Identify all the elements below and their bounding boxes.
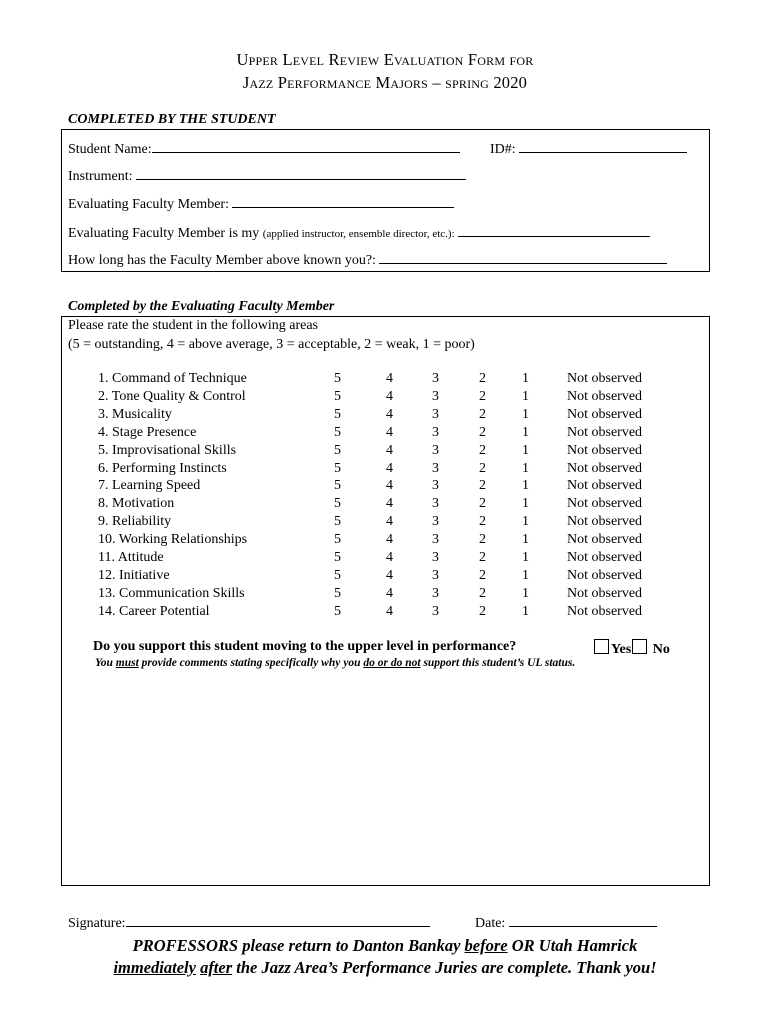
criterion-row: [98, 371, 770, 389]
rating-option-2[interactable]: 2: [479, 603, 486, 619]
rating-option-2[interactable]: 2: [479, 424, 486, 440]
rating-option-2[interactable]: 2: [479, 550, 486, 565]
rating-option-5[interactable]: 5: [334, 532, 341, 548]
rating-option-4[interactable]: 4: [386, 460, 393, 476]
rating-option-4[interactable]: 4: [386, 442, 393, 458]
relation-hint: (applied instructor, ensemble director, etc.):: [262, 228, 455, 240]
rating-option-4[interactable]: 4: [386, 388, 393, 404]
rating-option-2[interactable]: 2: [479, 585, 486, 601]
rating-option-3[interactable]: 3: [432, 424, 439, 440]
rating-option-3[interactable]: 3: [432, 406, 439, 422]
footer-text: the Jazz Area’s Performance Juries are complete. Thank you!: [236, 958, 657, 977]
not-observed-option[interactable]: Not observed: [567, 460, 643, 476]
note-text: provide comments stating specifically why you: [141, 657, 361, 669]
faculty-section-box: [61, 316, 710, 886]
rating-option-3[interactable]: 3: [432, 496, 439, 512]
rating-option-2[interactable]: 2: [479, 496, 486, 512]
rating-option-5[interactable]: 5: [334, 424, 341, 440]
rating-option-2[interactable]: 2: [479, 514, 486, 530]
rating-option-5[interactable]: 5: [334, 603, 341, 619]
rating-option-2[interactable]: 2: [479, 567, 486, 583]
student-section-box: [61, 129, 710, 272]
not-observed-option[interactable]: Not observed: [567, 442, 643, 458]
criterion-row: [98, 568, 770, 586]
not-observed-option[interactable]: Not observed: [567, 514, 643, 530]
known-field[interactable]: [379, 249, 667, 264]
criterion-label: 7. Learning Speed: [98, 478, 201, 494]
relation-field[interactable]: [458, 222, 650, 237]
note-text: You: [95, 657, 113, 669]
instrument-label: Instrument:: [68, 169, 133, 184]
rating-option-3[interactable]: 3: [432, 388, 439, 404]
rating-scale: (5 = outstanding, 4 = above average, 3 = acceptable, 2 = weak, 1 = poor): [68, 337, 475, 352]
criterion-row: [98, 496, 770, 514]
rating-option-1[interactable]: 1: [522, 585, 529, 601]
rating-option-3[interactable]: 3: [432, 478, 439, 494]
rating-option-1[interactable]: 1: [522, 406, 529, 422]
footer-immediately: immediately: [113, 958, 196, 977]
criterion-label: 1. Command of Technique: [98, 371, 247, 386]
rating-option-1[interactable]: 1: [522, 424, 529, 440]
criterion-row: [98, 478, 770, 496]
rating-option-4[interactable]: 4: [386, 532, 393, 548]
rating-option-2[interactable]: 2: [479, 406, 486, 422]
rating-option-2[interactable]: 2: [479, 532, 486, 548]
rating-option-5[interactable]: 5: [334, 388, 341, 404]
known-label: How long has the Faculty Member above known you?:: [68, 253, 376, 268]
criterion-row: [98, 389, 770, 407]
rating-option-2[interactable]: 2: [479, 460, 486, 476]
no-checkbox[interactable]: [632, 639, 647, 654]
form-title-line1: Upper Level Review Evaluation Form for: [236, 50, 534, 69]
rating-option-3[interactable]: 3: [432, 460, 439, 476]
faculty-label: Evaluating Faculty Member:: [68, 197, 229, 212]
not-observed-option[interactable]: Not observed: [567, 567, 643, 583]
form-title-line2: Jazz Performance Majors – spring 2020: [242, 73, 528, 92]
rating-option-2[interactable]: 2: [479, 388, 486, 404]
id-label: ID#:: [490, 142, 516, 157]
criterion-row: [98, 514, 770, 532]
rating-option-1[interactable]: 1: [522, 442, 529, 458]
criterion-label: 12. Initiative: [98, 567, 170, 583]
rating-option-4[interactable]: 4: [386, 585, 393, 601]
rating-option-5[interactable]: 5: [334, 567, 341, 583]
rating-option-4[interactable]: 4: [386, 603, 393, 619]
support-question: Do you support this student moving to the upper level in performance?: [93, 639, 517, 654]
rating-instructions: Please rate the student in the following areas: [68, 318, 318, 333]
rating-option-5[interactable]: 5: [334, 496, 341, 512]
rating-option-1[interactable]: 1: [522, 496, 529, 512]
rating-option-1[interactable]: 1: [522, 371, 529, 386]
criterion-row: [98, 443, 770, 461]
rating-option-4[interactable]: 4: [386, 478, 393, 494]
rating-option-1[interactable]: 1: [522, 532, 529, 548]
faculty-field[interactable]: [232, 193, 454, 208]
rating-option-2[interactable]: 2: [479, 371, 486, 386]
rating-option-2[interactable]: 2: [479, 442, 486, 458]
criterion-label: 6. Performing Instincts: [98, 460, 227, 476]
rating-option-4[interactable]: 4: [386, 514, 393, 530]
rating-option-1[interactable]: 1: [522, 514, 529, 530]
criterion-label: 9. Reliability: [98, 514, 172, 530]
not-observed-option[interactable]: Not observed: [567, 424, 643, 440]
criterion-row: [98, 407, 770, 425]
not-observed-option[interactable]: Not observed: [567, 388, 643, 404]
criterion-label: 5. Improvisational Skills: [98, 442, 237, 458]
footer-text: PROFESSORS please return to Danton Bankay: [132, 936, 461, 955]
comments-area[interactable]: [72, 679, 697, 874]
faculty-section-heading: Completed by the Evaluating Faculty Member: [68, 299, 335, 314]
criteria-list: [98, 371, 718, 631]
not-observed-option[interactable]: Not observed: [567, 406, 643, 422]
not-observed-option[interactable]: Not observed: [567, 371, 643, 386]
date-field[interactable]: [509, 912, 657, 927]
criterion-row: [98, 550, 770, 568]
criterion-label: 4. Stage Presence: [98, 424, 197, 440]
no-label: No: [652, 642, 670, 657]
rating-option-5[interactable]: 5: [334, 585, 341, 601]
not-observed-option[interactable]: Not observed: [567, 603, 643, 619]
rating-option-2[interactable]: 2: [479, 478, 486, 494]
student-name-label: Student Name:: [68, 142, 152, 157]
rating-option-1[interactable]: 1: [522, 478, 529, 494]
note-do-or-do-not: do or do not: [363, 657, 421, 669]
rating-option-5[interactable]: 5: [334, 514, 341, 530]
rating-option-5[interactable]: 5: [334, 460, 341, 476]
criterion-label: 2. Tone Quality & Control: [98, 388, 246, 404]
student-name-field[interactable]: [152, 138, 460, 153]
not-observed-option[interactable]: Not observed: [567, 585, 643, 601]
rating-option-5[interactable]: 5: [334, 406, 341, 422]
criterion-row: [98, 461, 770, 479]
footer-before: before: [464, 936, 508, 955]
not-observed-option[interactable]: Not observed: [567, 496, 643, 512]
criterion-row: [98, 425, 770, 443]
rating-option-4[interactable]: 4: [386, 406, 393, 422]
criterion-label: 3. Musicality: [98, 406, 172, 422]
rating-option-1[interactable]: 1: [522, 388, 529, 404]
not-observed-option[interactable]: Not observed: [567, 550, 643, 565]
footer-text: OR Utah Hamrick: [511, 936, 638, 955]
rating-option-1[interactable]: 1: [522, 550, 529, 565]
yes-checkbox[interactable]: [594, 639, 609, 654]
rating-option-5[interactable]: 5: [334, 371, 341, 386]
criterion-row: [98, 532, 770, 550]
signature-field[interactable]: [126, 912, 430, 927]
rating-option-3[interactable]: 3: [432, 567, 439, 583]
rating-option-4[interactable]: 4: [386, 496, 393, 512]
rating-option-5[interactable]: 5: [334, 442, 341, 458]
relation-label: Evaluating Faculty Member is my: [68, 226, 260, 241]
rating-option-3[interactable]: 3: [432, 442, 439, 458]
criterion-label: 14. Career Potential: [98, 603, 210, 619]
rating-option-3[interactable]: 3: [432, 514, 439, 530]
not-observed-option[interactable]: Not observed: [567, 532, 643, 548]
rating-option-3[interactable]: 3: [432, 585, 439, 601]
rating-option-4[interactable]: 4: [386, 567, 393, 583]
criterion-label: 10. Working Relationships: [98, 532, 248, 548]
rating-option-3[interactable]: 3: [432, 532, 439, 548]
criterion-row: [98, 586, 770, 604]
rating-option-1[interactable]: 1: [522, 603, 529, 619]
footer-after: after: [200, 958, 233, 977]
criterion-label: 11. Attitude: [98, 550, 164, 565]
rating-option-5[interactable]: 5: [334, 478, 341, 494]
rating-option-1[interactable]: 1: [522, 567, 529, 583]
date-label: Date:: [475, 916, 506, 931]
id-field[interactable]: [519, 138, 687, 153]
footer-note-line2: [0, 958, 770, 978]
instrument-field[interactable]: [136, 165, 466, 180]
rating-option-1[interactable]: 1: [522, 460, 529, 476]
criterion-label: 13. Communication Skills: [98, 585, 245, 601]
comment-instruction: [95, 657, 575, 669]
rating-option-4[interactable]: 4: [386, 424, 393, 440]
footer-note-line1: [0, 936, 770, 956]
not-observed-option[interactable]: Not observed: [567, 478, 643, 494]
criterion-row: [98, 604, 770, 622]
note-text: support this student’s UL status.: [423, 657, 576, 669]
signature-label: Signature:: [68, 916, 126, 931]
rating-option-5[interactable]: 5: [334, 550, 341, 565]
student-section-heading: COMPLETED BY THE STUDENT: [68, 112, 276, 127]
rating-option-3[interactable]: 3: [432, 603, 439, 619]
rating-option-4[interactable]: 4: [386, 550, 393, 565]
rating-option-4[interactable]: 4: [386, 371, 393, 386]
criterion-label: 8. Motivation: [98, 496, 175, 512]
note-must: must: [115, 657, 139, 669]
rating-option-3[interactable]: 3: [432, 550, 439, 565]
yes-label: Yes: [611, 642, 632, 657]
rating-option-3[interactable]: 3: [432, 371, 439, 386]
